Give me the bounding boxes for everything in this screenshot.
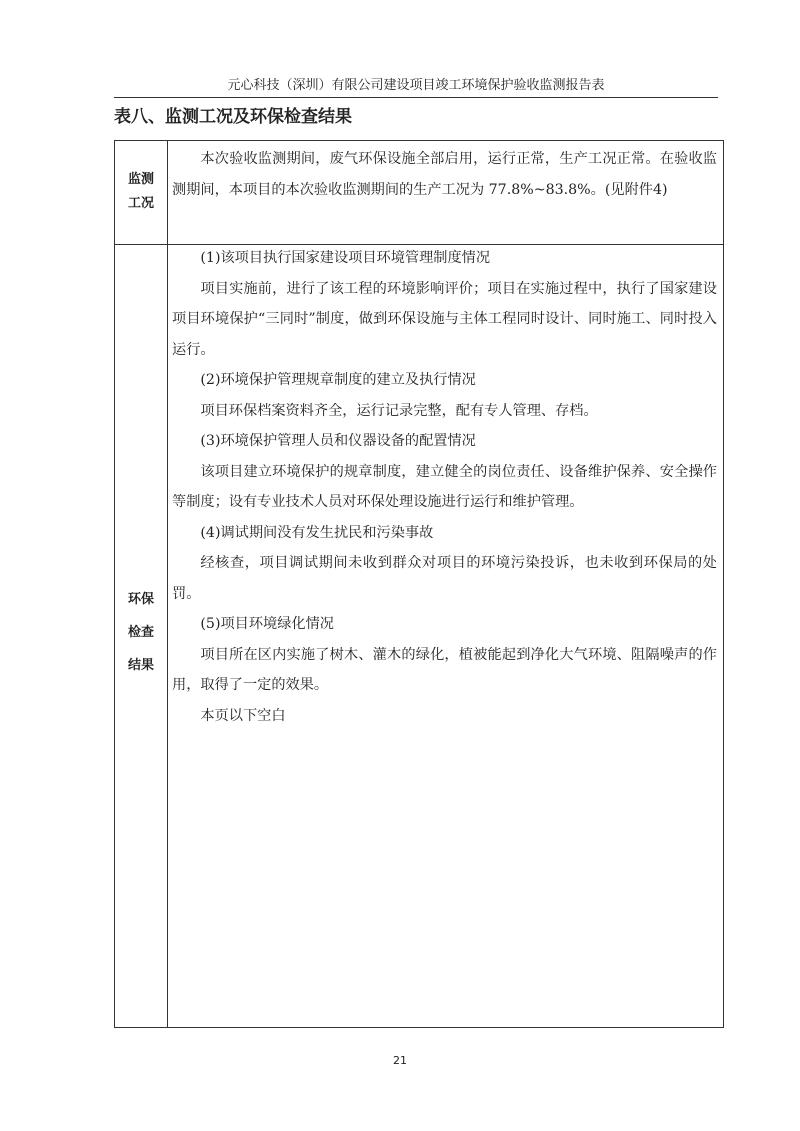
label-line: 监测 — [127, 172, 154, 187]
paragraph: 本次验收监测期间，废气环保设施全部启用，运行正常，生产工况正常。在验收监测期间，本项目的本次验收监测期间的生产工况为 77.8%~83.8%。(见附件4) — [172, 151, 717, 198]
label-line: 工况 — [127, 196, 154, 211]
label-line: 检查 — [127, 625, 154, 640]
label-line: 结果 — [127, 658, 154, 673]
section-title: 表八、监测工况及环保检查结果 — [114, 107, 352, 127]
monitoring-conditions-content — [172, 144, 717, 205]
label-line: 环保 — [127, 592, 154, 607]
paragraph: 本页以下空白 — [200, 707, 286, 724]
paragraph: 项目所在区内实施了树木、灌木的绿化，植被能起到净化大气环境、阻隔噪声的作用，取得了一定的效果。 — [172, 646, 717, 693]
column-divider — [167, 141, 168, 1027]
paragraph: (5)项目环境绿化情况 — [200, 616, 334, 632]
paragraph: (4)调试期间没有发生扰民和污染事故 — [200, 524, 434, 541]
paragraph: 项目环保档案资料齐全，运行记录完整，配有专人管理、存档。 — [200, 402, 598, 419]
row-label-monitoring-conditions — [115, 168, 167, 216]
paragraph: (2)环境保护管理规章制度的建立及执行情况 — [200, 372, 476, 388]
report-header: 元心科技（深圳）有限公司建设项目竣工环境保护验收监测报告表 — [114, 75, 718, 98]
page-number: 21 — [393, 1054, 407, 1067]
paragraph: 经核查，项目调试期间未收到群众对项目的环境污染投诉，也未收到环保局的处罚。 — [172, 555, 717, 602]
paragraph: (3)环境保护管理人员和仪器设备的配置情况 — [200, 433, 476, 449]
inspection-table — [114, 140, 724, 1028]
row-label-inspection-results — [115, 583, 167, 682]
inspection-results-content — [172, 243, 717, 731]
paragraph: 该项目建立环境保护的规章制度，建立健全的岗位责任、设备维护保养、安全操作等制度；设有专业技术人员对环保处理设施进行运行和维护管理。 — [172, 463, 717, 510]
paragraph: (1)该项目执行国家建设项目环境管理制度情况 — [200, 250, 491, 266]
paragraph: 项目实施前，进行了该工程的环境影响评价；项目在实施过程中，执行了国家建设项目环境保护“三同时”制度，做到环保设施与主体工程同时设计、同时施工、同时投入运行。 — [172, 280, 717, 358]
